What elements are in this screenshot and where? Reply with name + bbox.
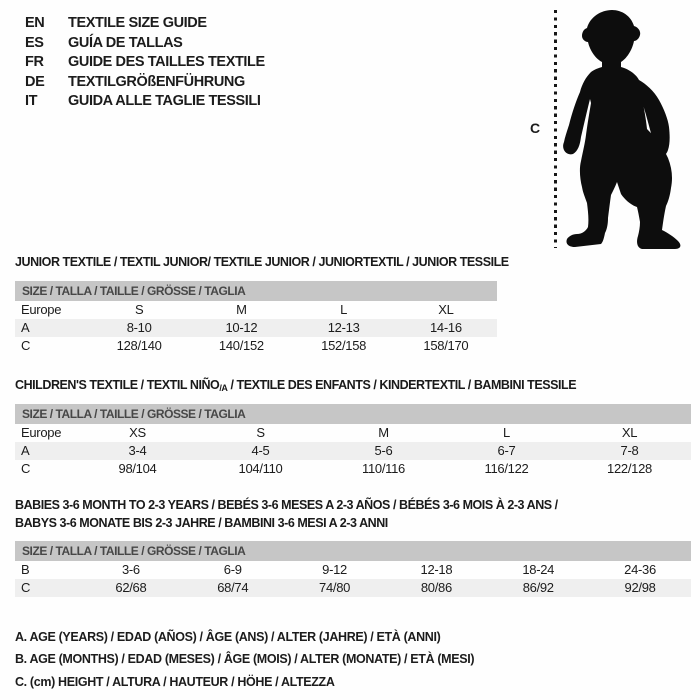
row-label: Europe: [21, 425, 62, 440]
table-row-height: [15, 460, 691, 478]
language-row-it: [25, 92, 265, 112]
age-cell: 7-8: [620, 443, 639, 458]
language-row-en: [25, 14, 265, 34]
height-cell: 152/158: [321, 338, 367, 353]
age-cell: 12-13: [327, 320, 360, 335]
language-title-list: [25, 14, 265, 112]
children-table-title: [15, 376, 576, 397]
age-cell: 3-4: [128, 443, 147, 458]
age-cell: 8-10: [126, 320, 152, 335]
footnote-age-months: B. AGE (MONTHS) / EDAD (MESES) / ÂGE (MOIS) / ALTER (MONATE) / ETÀ (MESI): [15, 652, 475, 667]
children-title-sub: /A: [219, 383, 228, 393]
language-row-es: [25, 34, 265, 54]
baby-measurement-figure: [520, 2, 700, 252]
babies-title-line-2: BABYS 3-6 MONATE BIS 2-3 JAHRE / BAMBINI 3-6 MESI A 2-3 ANNI: [15, 516, 388, 530]
language-title: TEXTILGRÖßENFÜHRUNG: [68, 73, 245, 90]
legend-footnotes: [15, 626, 474, 693]
age-cell: 14-16: [430, 320, 462, 335]
language-code: ES: [25, 34, 44, 51]
months-cell: 3-6: [121, 562, 140, 577]
measure-label-c: C: [530, 120, 541, 136]
height-cell: 158/170: [423, 338, 469, 353]
row-label: C: [21, 461, 31, 476]
row-label: A: [21, 320, 30, 335]
height-cell: 92/98: [624, 580, 656, 595]
age-cell: 4-5: [251, 443, 270, 458]
table-row-height: [15, 579, 691, 597]
table-row-age: [15, 442, 691, 460]
children-size-table: [15, 404, 691, 478]
language-code: EN: [25, 15, 45, 31]
row-label: C: [21, 338, 31, 353]
children-title-suffix: / TEXTILE DES ENFANTS / KINDERTEXTIL / BAMBINI TESSILE: [227, 378, 577, 392]
age-cell: 5-6: [374, 443, 393, 458]
junior-size-table: [15, 281, 497, 355]
size-header-bar: SIZE / TALLA / TAILLE / GRÖSSE / TAGLIA: [15, 404, 691, 424]
junior-table-title: JUNIOR TEXTILE / TEXTIL JUNIOR/ TEXTILE JUNIOR / JUNIORTEXTIL / JUNIOR TESSILE: [15, 255, 509, 269]
row-label: A: [21, 443, 30, 458]
table-row-europe: [15, 301, 497, 319]
row-label: B: [21, 562, 30, 577]
age-cell: 6-7: [497, 443, 516, 458]
size-header-bar: SIZE / TALLA / TAILLE / GRÖSSE / TAGLIA: [15, 541, 691, 561]
months-cell: 24-36: [624, 562, 656, 577]
row-label: Europe: [21, 302, 62, 317]
language-code: IT: [25, 93, 38, 109]
size-cell: XL: [621, 425, 638, 440]
size-cell: L: [503, 425, 510, 440]
size-cell: M: [378, 425, 389, 440]
size-cell: S: [134, 302, 144, 317]
footnote-age-years: A. AGE (YEARS) / EDAD (AÑOS) / ÂGE (ANS) / ALTER (JAHRE) / ETÀ (ANNI): [15, 630, 441, 644]
babies-title-line-1: BABIES 3-6 MONTH TO 2-3 YEARS / BEBÉS 3-6 MESES A 2-3 AÑOS / BÉBÉS 3-6 MOIS À 2-3 ANS /: [15, 498, 558, 512]
height-measure-dashed-line: [554, 10, 557, 248]
language-title: GUÍA DE TALLAS: [68, 34, 183, 51]
table-row-months: [15, 561, 691, 579]
height-cell: 68/74: [217, 580, 249, 595]
babies-table-title: [15, 496, 558, 532]
language-row-fr: [25, 53, 265, 73]
size-cell: S: [256, 425, 265, 440]
height-cell: 104/110: [238, 461, 283, 476]
language-code: DE: [25, 73, 45, 90]
height-cell: 86/92: [522, 580, 554, 595]
baby-silhouette-icon: [558, 6, 694, 250]
height-cell: 74/80: [319, 580, 351, 595]
babies-size-table: [15, 541, 691, 597]
footnote-height-cm: C. (cm) HEIGHT / ALTURA / HAUTEUR / HÖHE / ALTEZZA: [15, 674, 335, 689]
age-cell: 10-12: [225, 320, 258, 335]
height-cell: 80/86: [420, 580, 452, 595]
months-cell: 18-24: [522, 562, 555, 577]
row-label: C: [21, 580, 31, 595]
months-cell: 6-9: [223, 562, 242, 577]
size-cell: M: [236, 302, 247, 317]
height-cell: 110/116: [362, 461, 405, 476]
language-code: FR: [25, 54, 44, 70]
height-cell: 116/122: [484, 461, 529, 476]
size-cell: L: [340, 302, 348, 317]
children-title-prefix: CHILDREN'S TEXTILE / TEXTIL NIÑO: [15, 378, 220, 392]
months-cell: 9-12: [322, 562, 347, 577]
months-cell: 12-18: [420, 562, 453, 577]
height-cell: 128/140: [116, 338, 162, 353]
language-title: GUIDE DES TAILLES TEXTILE: [68, 54, 265, 70]
height-cell: 140/152: [218, 338, 264, 353]
size-cell: XS: [129, 425, 146, 440]
table-row-europe: [15, 424, 691, 442]
table-row-height: [15, 337, 497, 355]
language-row-de: [25, 73, 265, 93]
height-cell: 98/104: [118, 461, 157, 476]
height-cell: 62/68: [115, 580, 147, 595]
language-title: TEXTILE SIZE GUIDE: [68, 15, 207, 31]
table-row-age: [15, 319, 497, 337]
language-title: GUIDA ALLE TAGLIE TESSILI: [68, 93, 261, 109]
size-header-bar: SIZE / TALLA / TAILLE / GRÖSSE / TAGLIA: [15, 281, 497, 301]
height-cell: 122/128: [607, 461, 652, 476]
size-cell: XL: [438, 302, 454, 317]
